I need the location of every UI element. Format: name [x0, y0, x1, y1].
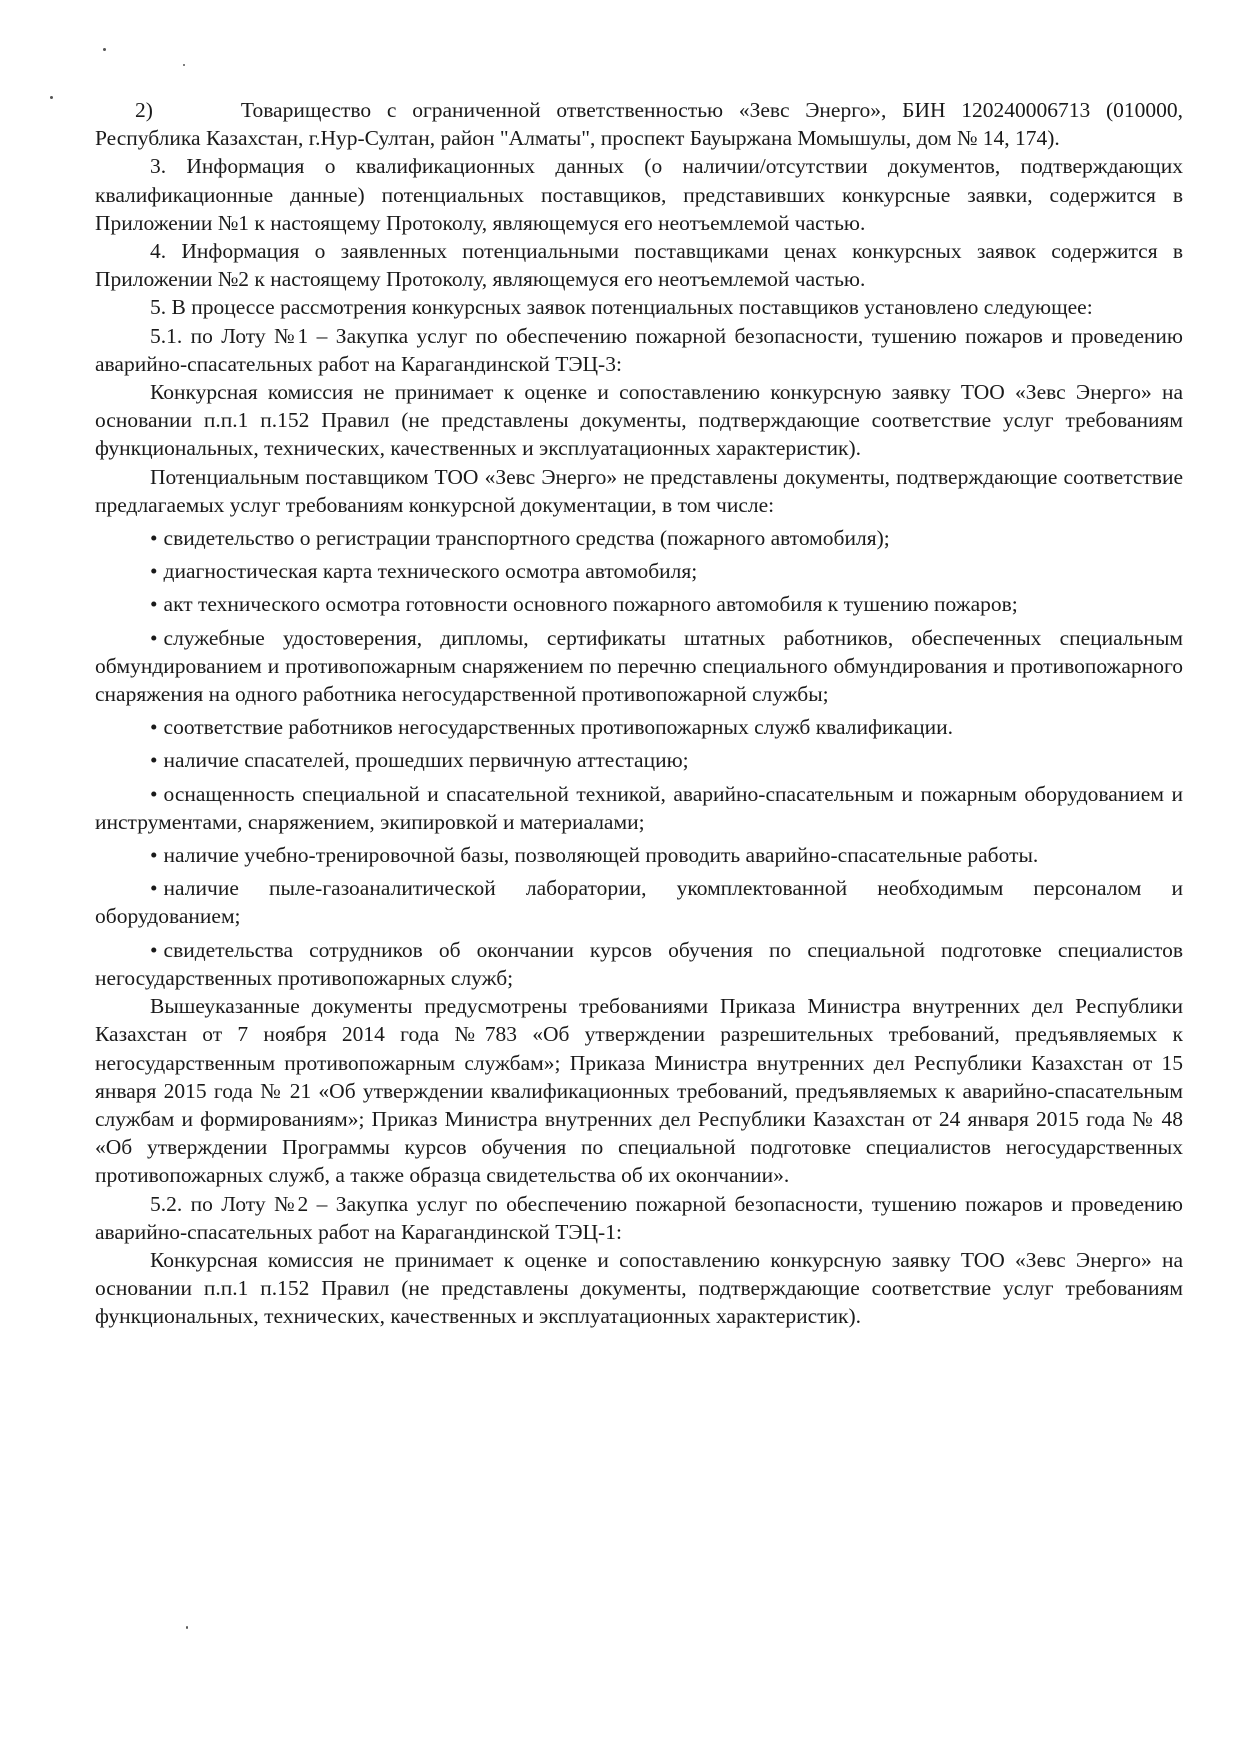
bullet-item: • акт технического осмотра готовности основного пожарного автомобиля к тушению пожаров;: [150, 592, 1018, 617]
scan-speck: [103, 48, 106, 51]
bullet-icon: •: [150, 559, 158, 584]
paragraph-2: [95, 96, 1183, 152]
bullet-item: • диагностическая карта технического осмотра автомобиля;: [150, 559, 698, 584]
paragraph-5-2-decision: Конкурсная комиссия не принимает к оценке и сопоставлению конкурсную заявку ТОО «Зевс Энерго» на основании п.п.1 п.152 Правил (не представлены документы, подтверждающие соответствие услуг требованиям функциональных, технических, качественных и эксплуатационных характеристик).: [95, 1247, 1183, 1329]
bullet-icon: •: [150, 625, 158, 650]
paragraph-3: 3. Информация о квалификационных данных (о наличии/отсутствии документов, подтверждающих квалификационные данные) потенциальных поставщиков, представивших конкурсные заявки, содержится в Приложении №1 к настоящему Протоколу, являющемуся его неотъемлемой частью.: [95, 154, 1183, 235]
bullet-icon: •: [150, 748, 158, 773]
bullet-item: • свидетельство о регистрации транспортного средства (пожарного автомобиля);: [150, 526, 890, 551]
bullet-icon: •: [150, 592, 158, 617]
bullet-item: • наличие учебно-тренировочной базы, позволяющей проводить аварийно-спасательные работы.: [150, 843, 1039, 868]
bullet-icon: •: [150, 526, 158, 551]
scan-speck: [183, 64, 185, 66]
paragraph-5-2: 5.2. по Лоту №2 – Закупка услуг по обеспечению пожарной безопасности, тушению пожаров и проведению аварийно-спасательных работ на Карагандинской ТЭЦ-1:: [95, 1191, 1183, 1244]
bullet-item: • соответствие работников негосударственных противопожарных служб квалификации.: [150, 715, 953, 740]
bullet-icon: •: [150, 843, 158, 868]
paragraph-legal-basis: Вышеуказанные документы предусмотрены требованиями Приказа Министра внутренних дел Республики Казахстан от 7 ноября 2014 года №783 «Об утверждении разрешительных требований, предъявляемых к негосударственным противопожарным службам»; Приказа Министра внутренних дел Республики Казахстан от 15 января 2015 года № 21 «Об утверждении квалификационных требований, предъявляемых к аварийно-спасательным службам и формированиям»; Приказ Министра внутренних дел Республики Казахстан от 24 января 2015 года № 48 «Об утверждении Программы курсов обучения по специальной подготовке специалистов негосударственных противопожарных служб, а также образца свидетельства об их окончании».: [95, 994, 1183, 1188]
paragraph-4: 4. Информация о заявленных потенциальными поставщиками ценах конкурсных заявок содержится в Приложении №2 к настоящему Протоколу, являющемуся его неотъемлемой частью.: [95, 239, 1183, 292]
scan-speck: [186, 1626, 188, 1629]
bullet-item: • наличие пыле-газоаналитической лаборатории, укомплектованной необходимым персоналом и оборудованием;: [95, 876, 1183, 929]
bullet-icon: •: [150, 876, 158, 901]
paragraph-number: 2): [135, 98, 153, 122]
scan-speck: [50, 96, 53, 99]
paragraph-5-1: 5.1. по Лоту №1 – Закупка услуг по обеспечению пожарной безопасности, тушению пожаров и проведению аварийно-спасательных работ на Карагандинской ТЭЦ-3:: [95, 323, 1183, 376]
paragraph-5: 5. В процессе рассмотрения конкурсных заявок потенциальных поставщиков установлено следующее:: [150, 295, 1093, 320]
bullet-item: • оснащенность специальной и спасательной техникой, аварийно-спасательным и пожарным оборудованием и инструментами, снаряжением, экипировкой и материалами;: [95, 781, 1183, 834]
bullet-item: • свидетельства сотрудников об окончании курсов обучения по специальной подготовке специалистов негосударственных противопожарных служб;: [95, 937, 1183, 990]
paragraph-5-1-decision: Конкурсная комиссия не принимает к оценке и сопоставлению конкурсную заявку ТОО «Зевс Энерго» на основании п.п.1 п.152 Правил (не представлены документы, подтверждающие соответствие услуг требованиям функциональных, технических, качественных и эксплуатационных характеристик).: [95, 380, 1183, 461]
document-body: [95, 96, 1183, 1331]
bullet-icon: •: [150, 937, 158, 962]
bullet-icon: •: [150, 715, 158, 740]
bullet-item: • служебные удостоверения, дипломы, сертификаты штатных работников, обеспеченных специальным обмундированием и противопожарным снаряжением по перечню специального обмундирования и противопожарного снаряжения на одного работника негосударственной противопожарной службы;: [95, 625, 1183, 707]
paragraph-5-1-missing: Потенциальным поставщиком ТОО «Зевс Энерго» не представлены документы, подтверждающие соответствие предлагаемых услуг требованиям конкурсной документации, в том числе:: [95, 464, 1183, 517]
bullet-item: • наличие спасателей, прошедших первичную аттестацию;: [150, 748, 689, 773]
paragraph-text: Товарищество с ограниченной ответственностью «Зевс Энерго», БИН 120240006713 (010000, Республика Казахстан, г.Нур-Султан, район "Алматы", проспект Бауыржана Момышулы, дом № 14, 174).: [95, 98, 1183, 151]
bullet-icon: •: [150, 781, 158, 806]
